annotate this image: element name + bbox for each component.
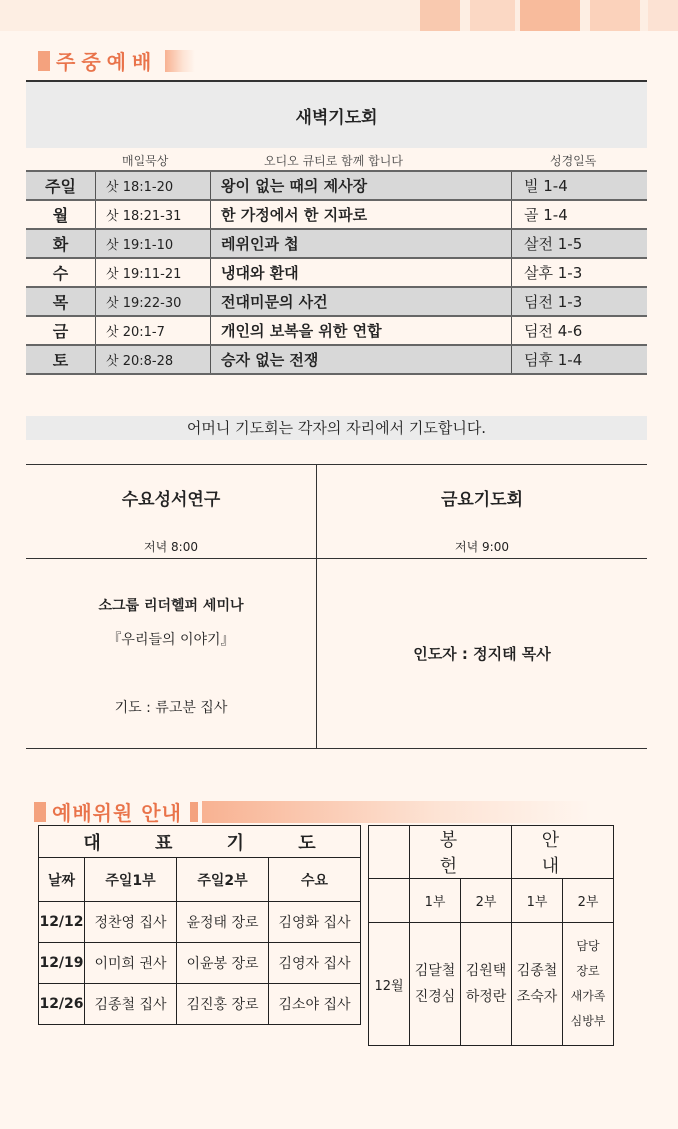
name-cell: 윤정태 장로	[177, 902, 269, 943]
ref-cell: 삿 19:11-21	[96, 258, 211, 287]
title-cell: 한 가정에서 한 지파로	[211, 200, 512, 229]
dawn-subheader	[26, 148, 647, 170]
day-cell: 월	[26, 200, 96, 229]
wed-topic: 『우리들의 이야기』	[107, 632, 235, 648]
decor-block	[520, 0, 580, 31]
table-row	[26, 258, 647, 287]
section-header-committee	[34, 797, 592, 826]
wed-seminar: 소그룹 리더헬퍼 세미나	[98, 598, 244, 614]
decor-block	[470, 0, 515, 31]
table-row	[26, 171, 647, 200]
prayer-header: 대 표 기 도	[39, 826, 361, 858]
date-cell: 12/12	[39, 902, 85, 943]
ref-cell: 삿 18:21-31	[96, 200, 211, 229]
table-row	[39, 858, 361, 902]
ref-cell: 삿 19:1-10	[96, 229, 211, 258]
table-row	[26, 287, 647, 316]
title-cell: 승자 없는 전쟁	[211, 345, 512, 374]
col-sunday2: 주일2부	[177, 858, 269, 902]
name: 김달철	[414, 963, 456, 979]
usher-header: 안 내	[512, 826, 614, 879]
sub-bible-reading: 성경일독	[550, 154, 597, 168]
bible-cell: 딤후 1-4	[512, 345, 648, 374]
col-usher-2: 2부	[563, 879, 614, 923]
table-row	[26, 229, 647, 258]
fri-leader: 인도자 : 정지태 목사	[413, 645, 551, 663]
section-title: 주중예배	[56, 50, 158, 74]
date-cell: 12/26	[39, 984, 85, 1025]
name: 진경심	[414, 989, 456, 1005]
representative-prayer-table	[38, 825, 361, 1025]
name: 김원택	[465, 963, 507, 979]
table-row	[39, 826, 361, 858]
col-usher-1: 1부	[512, 879, 563, 923]
section-underline	[165, 50, 195, 72]
table-row	[26, 200, 647, 229]
dawn-prayer-block	[26, 80, 647, 375]
wed-title: 수요성서연구	[121, 490, 221, 510]
sub-audio-qt: 오디오 큐티로 함께 합니다	[264, 154, 403, 168]
decor-block	[420, 0, 460, 31]
date-cell: 12/19	[39, 943, 85, 984]
name-cell: 김진홍 장로	[177, 984, 269, 1025]
offering-usher-table	[368, 825, 614, 1046]
name: 심방부	[570, 1014, 606, 1028]
ref-cell: 삿 18:1-20	[96, 171, 211, 200]
fri-time: 저녁 9:00	[455, 540, 509, 554]
section-header-weekday	[38, 46, 195, 75]
table-row	[26, 316, 647, 345]
title-cell: 레위인과 첩	[211, 229, 512, 258]
col-sunday1: 주일1부	[85, 858, 177, 902]
table-row	[369, 879, 614, 923]
blank-cell	[369, 826, 410, 879]
name: 장로	[576, 964, 600, 978]
dawn-schedule-table	[26, 170, 647, 375]
name-cell: 김종철 집사	[85, 984, 177, 1025]
col-wednesday: 수요	[269, 858, 361, 902]
dawn-prayer-title: 새벽기도회	[26, 80, 647, 148]
day-cell: 토	[26, 345, 96, 374]
fri-title: 금요기도회	[440, 490, 524, 510]
name-cell: 이미희 권사	[85, 943, 177, 984]
decor-block	[590, 0, 640, 31]
day-cell: 금	[26, 316, 96, 345]
day-cell: 화	[26, 229, 96, 258]
name: 새가족	[570, 989, 606, 1003]
bible-cell: 딤전 1-3	[512, 287, 648, 316]
offering-1-names	[410, 923, 461, 1046]
mothers-prayer-notice: 어머니 기도회는 각자의 자리에서 기도합니다.	[26, 416, 647, 440]
month-cell: 12월	[369, 923, 410, 1046]
ref-cell: 삿 19:22-30	[96, 287, 211, 316]
table-row	[39, 984, 361, 1025]
title-cell: 개인의 보복을 위한 연합	[211, 316, 512, 345]
section-marker	[190, 802, 198, 822]
name: 하정란	[465, 989, 507, 1005]
bible-cell: 살후 1-3	[512, 258, 648, 287]
name-cell: 이윤봉 장로	[177, 943, 269, 984]
section-marker	[34, 802, 46, 822]
table-row	[39, 943, 361, 984]
usher-1-names	[512, 923, 563, 1046]
title-cell: 왕이 없는 때의 제사장	[211, 171, 512, 200]
section-underline	[202, 801, 592, 823]
col-offering-1: 1부	[410, 879, 461, 923]
table-row	[39, 902, 361, 943]
ref-cell: 삿 20:8-28	[96, 345, 211, 374]
bible-cell: 살전 1-5	[512, 229, 648, 258]
title-cell: 냉대와 환대	[211, 258, 512, 287]
wed-prayer: 기도 : 류고분 집사	[114, 700, 228, 716]
top-decoration-bar	[0, 0, 678, 31]
title-cell: 전대미문의 사건	[211, 287, 512, 316]
sub-daily-meditation: 매일묵상	[122, 154, 169, 168]
name-cell: 김소야 집사	[269, 984, 361, 1025]
bible-cell: 빌 1-4	[512, 171, 648, 200]
blank-cell	[369, 879, 410, 923]
offering-header: 봉 헌	[410, 826, 512, 879]
table-row	[26, 345, 647, 374]
name-cell: 김영자 집사	[269, 943, 361, 984]
bible-cell: 딤전 4-6	[512, 316, 648, 345]
divider-horizontal	[26, 558, 647, 559]
wed-time: 저녁 8:00	[144, 540, 198, 554]
table-row	[369, 923, 614, 1046]
col-date: 날짜	[39, 858, 85, 902]
section-title: 예배위원 안내	[52, 801, 182, 825]
ref-cell: 삿 20:1-7	[96, 316, 211, 345]
decor-block	[648, 0, 678, 31]
day-cell: 수	[26, 258, 96, 287]
name-cell: 김영화 집사	[269, 902, 361, 943]
wed-fri-grid	[26, 464, 647, 749]
name: 담당	[576, 939, 600, 953]
offering-2-names	[461, 923, 512, 1046]
day-cell: 목	[26, 287, 96, 316]
name: 김종철	[516, 963, 558, 979]
col-offering-2: 2부	[461, 879, 512, 923]
table-row	[369, 826, 614, 879]
bible-cell: 골 1-4	[512, 200, 648, 229]
day-cell: 주일	[26, 171, 96, 200]
name: 조숙자	[516, 989, 558, 1005]
name-cell: 정찬영 집사	[85, 902, 177, 943]
section-marker	[38, 51, 50, 71]
usher-2-names	[563, 923, 614, 1046]
